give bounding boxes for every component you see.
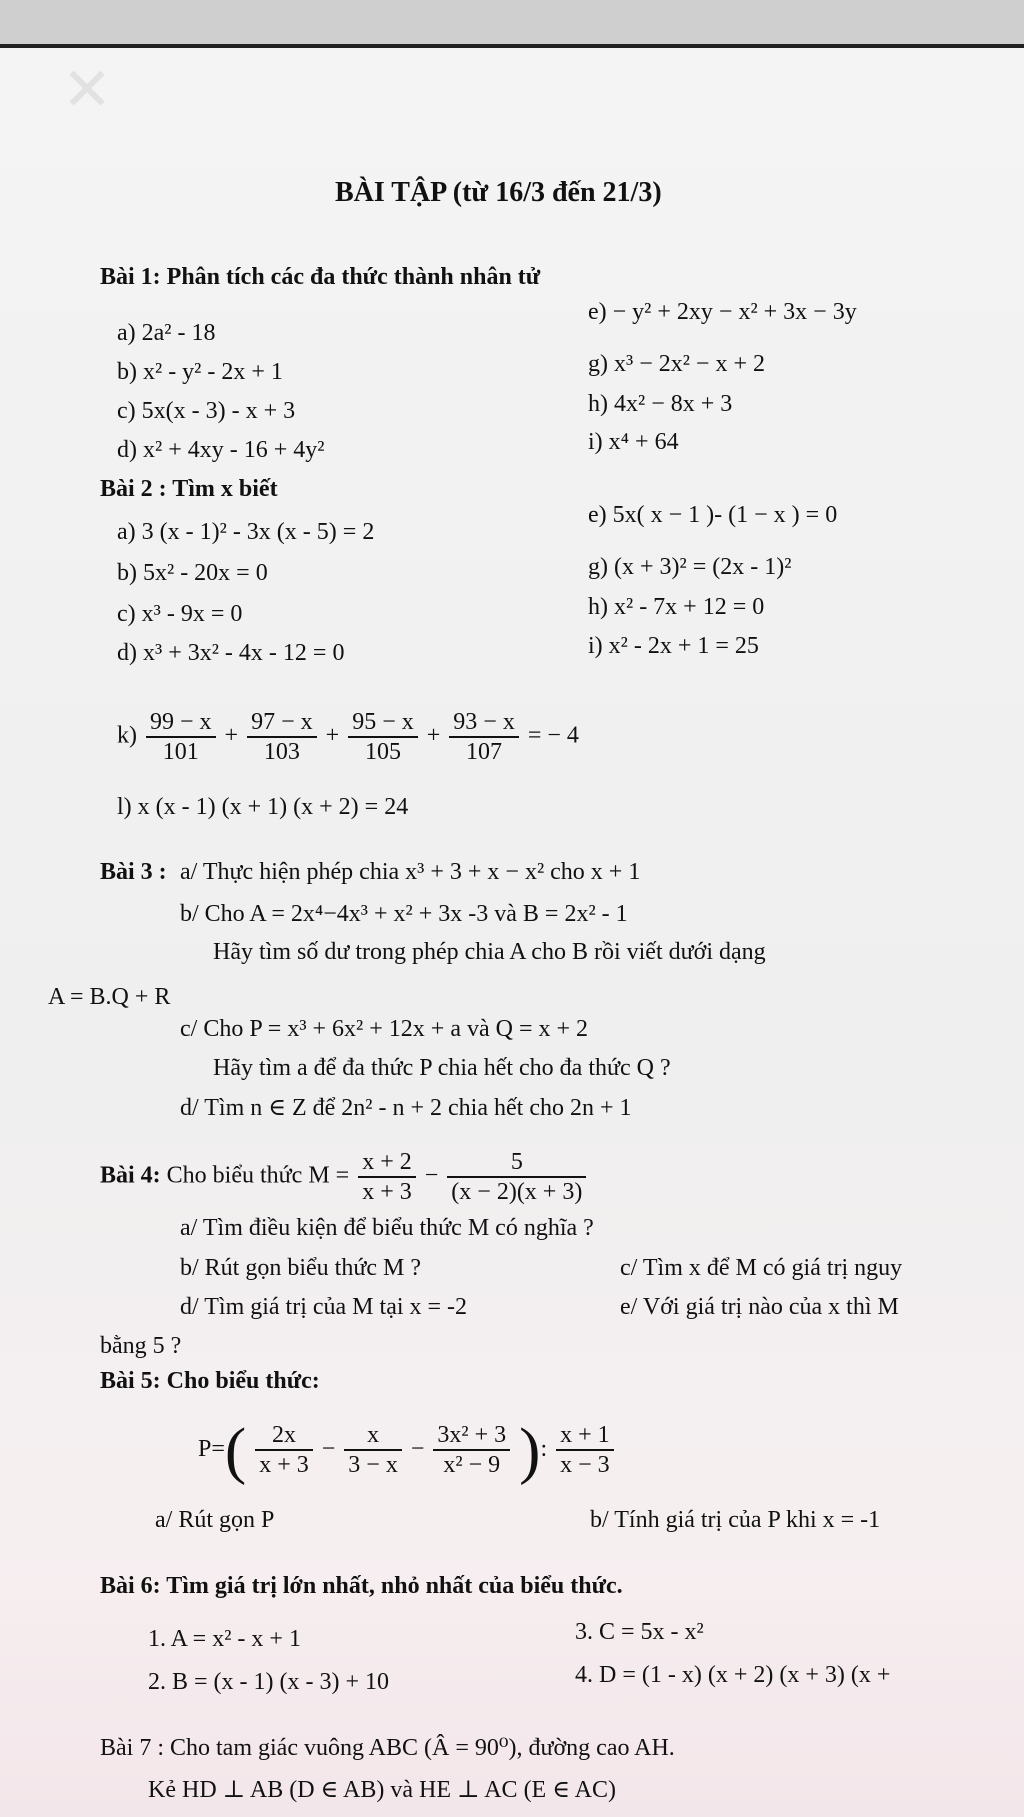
plus-sign: +: [426, 722, 441, 749]
denominator: 107: [466, 739, 503, 765]
bai2-item: d) x³ + 3x² - 4x - 12 = 0: [117, 640, 345, 666]
right-paren: ): [519, 1414, 541, 1486]
bai6-heading: Bài 6: Tìm giá trị lớn nhất, nhỏ nhất của biểu thức.: [100, 1573, 623, 1599]
bai3-c: c/ Cho P = x³ + 6x² + 12x + a và Q = x + 2: [180, 1016, 589, 1042]
denominator: 103: [263, 739, 300, 765]
fraction: [556, 1421, 614, 1479]
bai4-a: a/ Tìm điều kiện để biểu thức M có nghĩa ?: [180, 1215, 594, 1241]
denominator: x + 3: [362, 1179, 412, 1205]
bai1-item: i) x⁴ + 64: [588, 429, 679, 455]
fraction: [348, 708, 418, 766]
close-icon[interactable]: ✕: [62, 55, 113, 125]
bai4-c: c/ Tìm x để M có giá trị nguy: [620, 1255, 903, 1281]
bai2-item: b) 5x² - 20x = 0: [117, 560, 268, 586]
bai1-item: a) 2a² - 18: [117, 320, 216, 346]
bai4-line: [100, 1148, 589, 1206]
fraction: [344, 1421, 402, 1479]
bai3-b-line3: A = B.Q + R: [48, 984, 171, 1010]
bai2-item: c) x³ - 9x = 0: [117, 601, 243, 627]
bai2-heading: Bài 2 : Tìm x biết: [100, 476, 278, 502]
bai1-item: g) x³ − 2x² − x + 2: [588, 351, 765, 377]
numerator: 3x² + 3: [433, 1421, 510, 1451]
rhs: = − 4: [527, 722, 579, 749]
numerator: 2x: [255, 1421, 313, 1451]
bai2-item: i) x² - 2x + 1 = 25: [588, 633, 759, 659]
bai5-a: a/ Rút gọn P: [155, 1507, 275, 1533]
bai1-item: d) x² + 4xy - 16 + 4y²: [117, 437, 325, 463]
k-label: k): [117, 722, 137, 749]
plus-sign: +: [325, 722, 340, 749]
numerator: 5: [447, 1148, 586, 1178]
fraction: [358, 1148, 416, 1206]
bai4-continued: bằng 5 ?: [100, 1333, 182, 1359]
bai2-item: a) 3 (x - 1)² - 3x (x - 5) = 2: [117, 519, 375, 545]
denominator: 101: [162, 739, 199, 765]
denominator: x + 3: [259, 1452, 309, 1479]
left-paren: (: [224, 1414, 247, 1486]
numerator: 95 − x: [348, 708, 418, 738]
fraction: [247, 708, 317, 766]
denominator: 105: [364, 739, 401, 765]
bai2-item: g) (x + 3)² = (2x - 1)²: [588, 554, 792, 580]
bai5-b: b/ Tính giá trị của P khi x = -1: [590, 1507, 881, 1533]
p-label: P=: [198, 1436, 225, 1462]
bai6-item: 3. C = 5x - x²: [575, 1619, 704, 1645]
numerator: 99 − x: [146, 708, 216, 738]
bai2-item: e) 5x( x − 1 )- (1 − x ) = 0: [588, 502, 838, 528]
plus-sign: +: [224, 722, 239, 749]
bai7-heading: Bài 7 : Cho tam giác vuông ABC (Â = 90⁰), đường cao AH.: [100, 1735, 675, 1761]
bai3-d: d/ Tìm n ∈ Z để 2n² - n + 2 chia hết cho 2n + 1: [180, 1095, 632, 1121]
bai6-item: 4. D = (1 - x) (x + 2) (x + 3) (x +: [575, 1662, 891, 1688]
bai2-item: h) x² - 7x + 12 = 0: [588, 594, 765, 620]
bai4-d: d/ Tìm giá trị của M tại x = -2: [180, 1294, 468, 1320]
bai2-item-k: [117, 708, 579, 766]
bai7-line2: Kẻ HD ⊥ AB (D ∈ AB) và HE ⊥ AC (E ∈ AC): [148, 1777, 616, 1803]
fraction: [433, 1421, 510, 1479]
minus-sign: −: [424, 1162, 439, 1189]
denominator: x² − 9: [443, 1452, 501, 1479]
bai5-heading: Bài 5: Cho biểu thức:: [100, 1368, 320, 1394]
bai3-heading: Bài 3 :: [100, 859, 167, 885]
bai1-item: h) 4x² − 8x + 3: [588, 391, 733, 417]
bai1-item: e) − y² + 2xy − x² + 3x − 3y: [588, 299, 857, 325]
bai3-b: b/ Cho A = 2x⁴−4x³ + x² + 3x -3 và B = 2x² - 1: [180, 901, 628, 927]
bai4-b: b/ Rút gọn biểu thức M ?: [180, 1255, 421, 1281]
fraction: [146, 708, 216, 766]
page-title: BÀI TẬP (từ 16/3 đến 21/3): [335, 177, 662, 208]
bai1-item: b) x² - y² - 2x + 1: [117, 359, 283, 385]
bai3-c-line2: Hãy tìm a để đa thức P chia hết cho đa thức Q ?: [213, 1055, 671, 1081]
numerator: 97 − x: [247, 708, 317, 738]
divide-sign: :: [540, 1436, 548, 1462]
numerator: x: [344, 1421, 402, 1451]
bai6-item: 1. A = x² - x + 1: [148, 1626, 301, 1652]
bai5-expression: [198, 1414, 617, 1486]
bai6-item: 2. B = (x - 1) (x - 3) + 10: [148, 1669, 390, 1695]
minus-sign: −: [410, 1436, 425, 1462]
fraction: [447, 1148, 586, 1206]
denominator: 3 − x: [348, 1452, 398, 1479]
bai4-e: e/ Với giá trị nào của x thì M: [620, 1294, 899, 1320]
bai4-heading: Bài 4:: [100, 1162, 161, 1189]
numerator: x + 1: [556, 1421, 614, 1451]
bai3-a: a/ Thực hiện phép chia x³ + 3 + x − x² cho x + 1: [180, 859, 641, 885]
denominator: x − 3: [560, 1452, 610, 1479]
bai4-lead: Cho biểu thức M =: [166, 1162, 350, 1189]
bai1-heading: Bài 1: Phân tích các đa thức thành nhân tử: [100, 264, 541, 290]
denominator: (x − 2)(x + 3): [451, 1179, 583, 1205]
minus-sign: −: [321, 1436, 336, 1462]
bai2-item-l: l) x (x - 1) (x + 1) (x + 2) = 24: [117, 794, 409, 820]
numerator: 93 − x: [449, 708, 519, 738]
fraction: [255, 1421, 313, 1479]
numerator: x + 2: [358, 1148, 416, 1178]
bai1-item: c) 5x(x - 3) - x + 3: [117, 398, 296, 424]
worksheet-page: [0, 48, 1024, 1817]
fraction: [449, 708, 519, 766]
top-bar: [0, 0, 1024, 48]
bai3-b-line2: Hãy tìm số dư trong phép chia A cho B rồi viết dưới dạng: [213, 939, 766, 965]
